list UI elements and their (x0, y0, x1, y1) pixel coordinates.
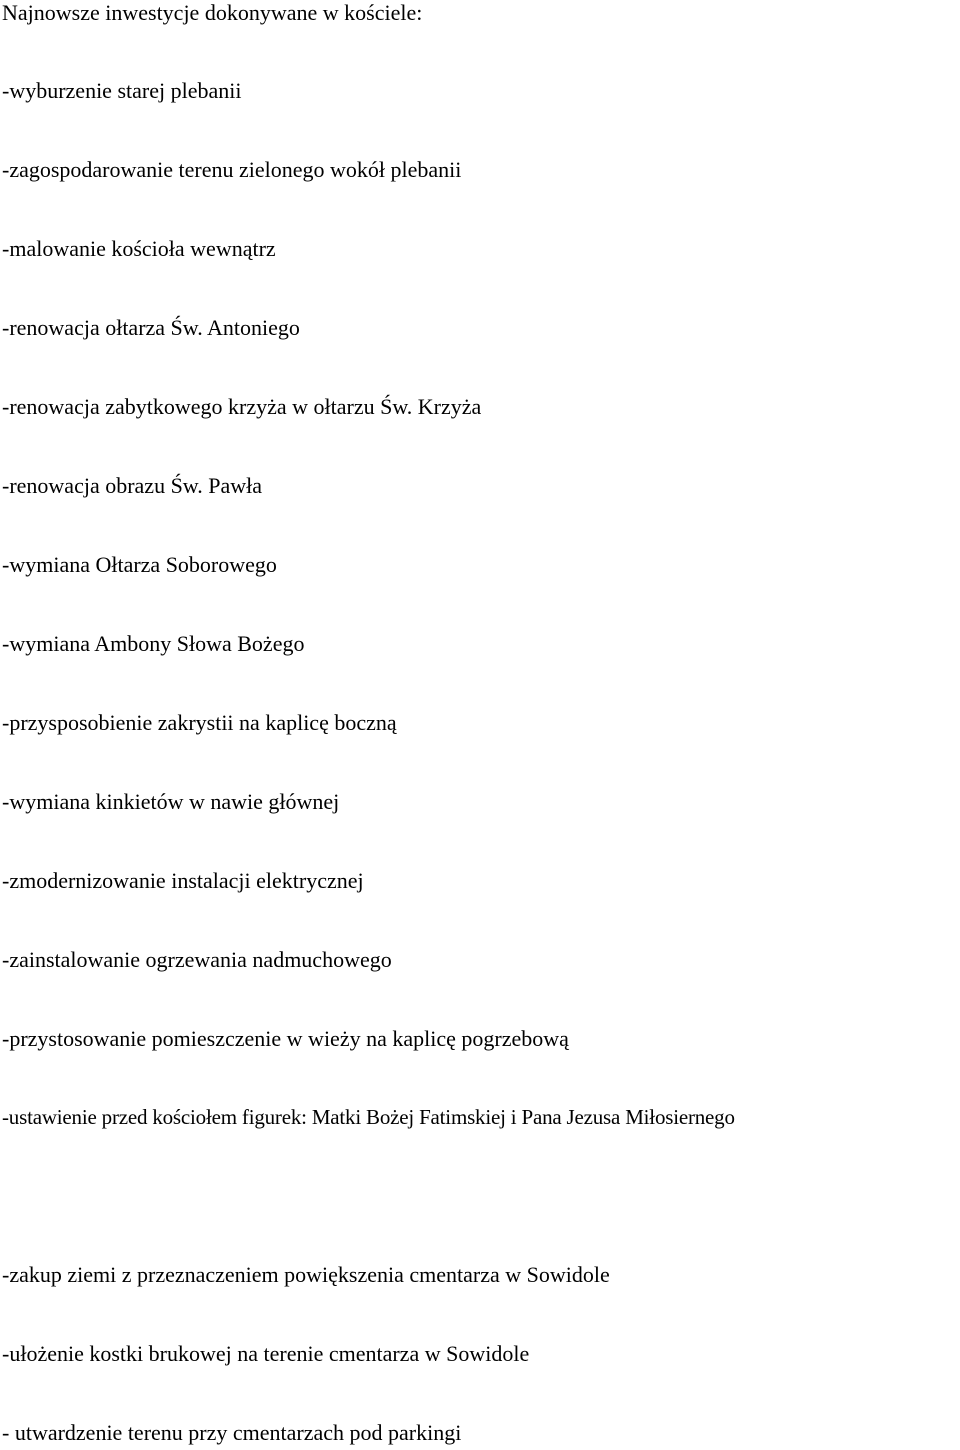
list-item: -wyburzenie starej plebanii (2, 78, 242, 103)
list-item: -wymiana kinkietów w nawie głównej (2, 789, 340, 814)
list-item: -przystosowanie pomieszczenie w wieży na kaplicę pogrzebową (2, 1026, 569, 1051)
list-item: -ułożenie kostki brukowej na terenie cmentarza w Sowidole (2, 1341, 530, 1366)
list-item: -zakup ziemi z przeznaczeniem powiększenia cmentarza w Sowidole (2, 1262, 610, 1287)
document-heading: Najnowsze inwestycje dokonywane w kościele: (2, 0, 423, 25)
list-item: -zagospodarowanie terenu zielonego wokół plebanii (2, 157, 462, 182)
list-item: -wymiana Ambony Słowa Bożego (2, 631, 305, 656)
list-item: -przysposobienie zakrystii na kaplicę boczną (2, 710, 397, 735)
list-item: -zmodernizowanie instalacji elektrycznej (2, 868, 364, 893)
list-item: -renowacja zabytkowego krzyża w ołtarzu Św. Krzyża (2, 394, 482, 419)
list-item: -renowacja obrazu Św. Pawła (2, 473, 263, 498)
list-item: -wymiana Ołtarza Soborowego (2, 552, 277, 577)
list-item: -ustawienie przed kościołem figurek: Matki Bożej Fatimskiej i Pana Jezusa Miłosiernego (2, 1105, 735, 1129)
list-item: -renowacja ołtarza Św. Antoniego (2, 315, 300, 340)
list-item: -malowanie kościoła wewnątrz (2, 236, 276, 261)
list-item: -zainstalowanie ogrzewania nadmuchowego (2, 947, 392, 972)
list-item: - utwardzenie terenu przy cmentarzach pod parkingi (2, 1420, 462, 1445)
